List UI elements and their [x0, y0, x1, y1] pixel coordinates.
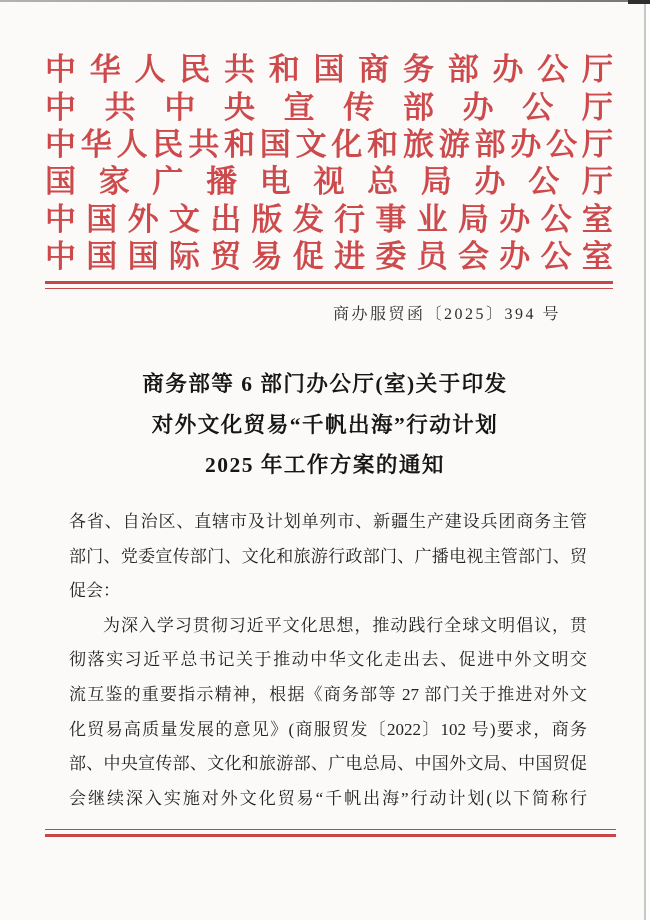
body-line: 彻落实习近平总书记关于推动中华文化走出去、促进中外文明交	[69, 650, 587, 670]
body-line: 流互鉴的重要指示精神，根据《商务部等 27 部门关于推进对外文	[69, 684, 587, 704]
letterhead-line: 中 华 人 民 共 和 国 商 务 部 办 公 厅	[45, 52, 613, 88]
letterhead-line: 中 华 人 民 共 和 国 文 化 和 旅 游 部 办 公 厅	[45, 126, 613, 162]
title-line: 2025 年工作方案的通知	[205, 453, 445, 477]
letterhead-line: 国 家 广 播 电 视 总 局 办 公 厅	[45, 164, 613, 200]
body-line: 为深入学习贯彻习近平文化思想，推动践行全球文明倡议，贯	[103, 615, 587, 635]
body-line: 会继续深入实施对外文化贸易“千帆出海”行动计划(以下简称行	[69, 788, 587, 808]
scan-corner-mark	[628, 0, 650, 4]
title-line: 商务部等 6 部门办公厅(室)关于印发	[142, 372, 508, 396]
scan-right-edge	[644, 0, 646, 920]
red-letterhead	[45, 51, 613, 275]
scan-top-edge	[0, 0, 650, 2]
footer-rule-thin	[45, 829, 616, 830]
document-title	[7, 364, 643, 486]
letterhead-line: 中 共 中 央 宣 传 部 办 公 厅	[45, 89, 613, 125]
letterhead-rule-thick	[45, 281, 613, 284]
body-line: 促会：	[69, 581, 120, 601]
body-line: 各省、自治区、直辖市及计划单列市、新疆生产建设兵团商务主管	[69, 512, 587, 531]
footer-rule-thick	[45, 834, 616, 838]
document-number: 商办服贸函〔2025〕394 号	[332, 306, 561, 323]
body-line: 部门、党委宣传部门、文化和旅游行政部门、广播电视主管部门、贸	[69, 546, 587, 566]
letterhead-line: 中 国 国 际 贸 易 促 进 委 员 会 办 公 室	[45, 239, 613, 275]
title-line: 对外文化贸易“千帆出海”行动计划	[151, 412, 499, 437]
letterhead-line: 中 国 外 文 出 版 发 行 事 业 局 办 公 室	[45, 201, 613, 237]
scan-right-margin	[646, 0, 650, 920]
document-body	[69, 505, 587, 816]
body-line: 部、中央宣传部、文化和旅游部、广电总局、中国外文局、中国贸促	[69, 754, 587, 774]
body-line: 化贸易高质量发展的意见》(商服贸发〔2022〕102 号)要求，商务	[69, 719, 587, 739]
letterhead-rule-thin	[45, 288, 613, 289]
